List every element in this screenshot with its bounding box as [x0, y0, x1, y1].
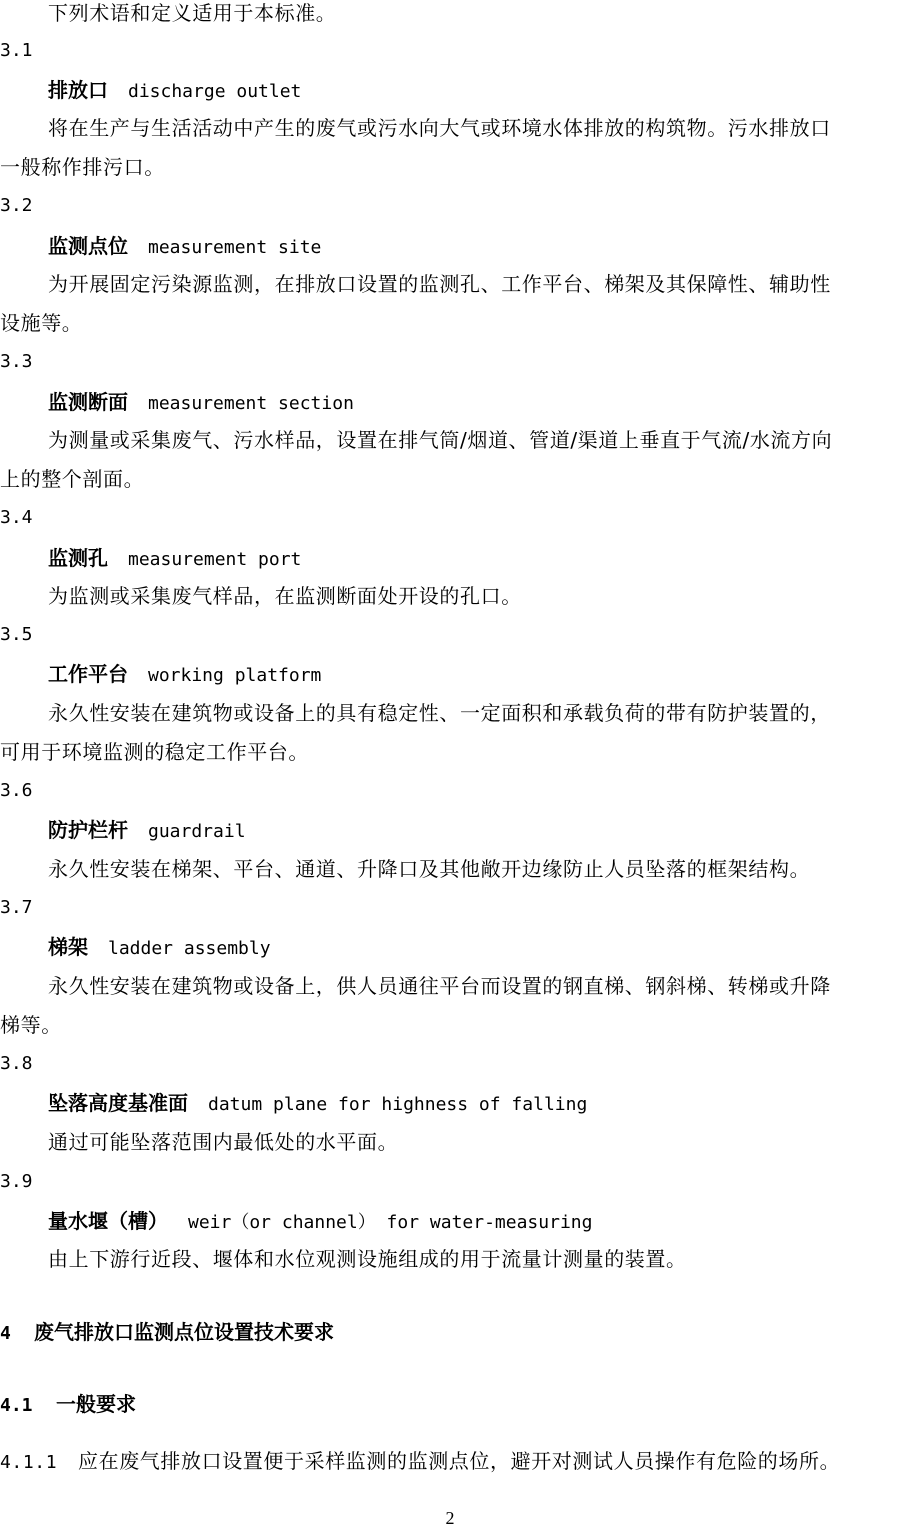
term-zh: 监测点位 — [48, 234, 128, 258]
term-heading — [0, 77, 900, 105]
section-title: 废气排放口监测点位设置技术要求 — [34, 1320, 334, 1344]
term-number: 3.3 — [0, 351, 33, 372]
term-zh: 量水堰（槽） — [48, 1209, 168, 1233]
term-number: 3.6 — [0, 780, 33, 801]
intro-text: 下列术语和定义适用于本标准。 — [48, 1, 337, 25]
term-heading — [0, 1208, 900, 1236]
term-definition: 设施等。 — [0, 311, 83, 335]
term-heading — [0, 1090, 900, 1118]
term-zh: 防护栏杆 — [48, 818, 128, 842]
term-heading — [0, 934, 900, 962]
term-en: discharge outlet — [128, 81, 302, 102]
term-zh: 坠落高度基准面 — [48, 1091, 188, 1115]
term-definition: 由上下游行近段、堰体和水位观测设施组成的用于流量计测量的装置。 — [48, 1247, 687, 1271]
clause-text — [0, 1448, 900, 1476]
term-en: measurement site — [148, 237, 322, 258]
term-definition: 为测量或采集废气、污水样品，设置在排气筒/烟道、管道/渠道上垂直于气流/水流方向 — [48, 428, 833, 452]
term-en: datum plane for highness of falling — [208, 1094, 588, 1115]
term-definition: 梯等。 — [0, 1013, 62, 1037]
term-number: 3.8 — [0, 1053, 33, 1074]
clause-number: 4.1.1 — [0, 1452, 58, 1473]
term-definition: 一般称作排污口。 — [0, 155, 165, 179]
term-en: guardrail — [148, 821, 246, 842]
term-heading — [0, 817, 900, 845]
term-definition: 通过可能坠落范围内最低处的水平面。 — [48, 1130, 399, 1154]
term-number: 3.9 — [0, 1171, 33, 1192]
term-heading — [0, 545, 900, 573]
term-definition: 永久性安装在建筑物或设备上，供人员通往平台而设置的钢直梯、钢斜梯、转梯或升降 — [48, 974, 831, 998]
subsection-title: 一般要求 — [56, 1392, 136, 1416]
term-definition: 可用于环境监测的稳定工作平台。 — [0, 740, 309, 764]
term-zh: 梯架 — [48, 935, 88, 959]
term-number: 3.4 — [0, 507, 33, 528]
section-heading — [0, 1319, 900, 1347]
subsection-heading — [0, 1391, 900, 1419]
term-en: measurement port — [128, 549, 302, 570]
term-en: measurement section — [148, 393, 354, 414]
term-heading — [0, 233, 900, 261]
term-number: 3.1 — [0, 40, 33, 61]
term-definition: 为监测或采集废气样品，在监测断面处开设的孔口。 — [48, 584, 522, 608]
term-heading — [0, 389, 900, 417]
term-en: weir（or channel） for water-measuring — [188, 1212, 593, 1233]
term-number: 3.2 — [0, 195, 33, 216]
term-zh: 工作平台 — [48, 662, 128, 686]
term-definition: 上的整个剖面。 — [0, 467, 145, 491]
term-zh: 监测孔 — [48, 546, 108, 570]
term-definition: 将在生产与生活活动中产生的废气或污水向大气或环境水体排放的构筑物。污水排放口 — [48, 116, 831, 140]
page-number: 2 — [445, 1508, 455, 1528]
term-number: 3.7 — [0, 897, 33, 918]
term-zh: 排放口 — [48, 78, 108, 102]
term-zh: 监测断面 — [48, 390, 128, 414]
section-number: 4 — [0, 1323, 11, 1344]
clause-body: 应在废气排放口设置便于采样监测的监测点位，避开对测试人员操作有危险的场所。 — [78, 1449, 841, 1473]
term-en: ladder assembly — [108, 938, 271, 959]
term-en: working platform — [148, 665, 322, 686]
term-definition: 永久性安装在梯架、平台、通道、升降口及其他敞开边缘防止人员坠落的框架结构。 — [48, 857, 811, 881]
term-number: 3.5 — [0, 624, 33, 645]
term-definition: 为开展固定污染源监测，在排放口设置的监测孔、工作平台、梯架及其保障性、辅助性 — [48, 272, 831, 296]
term-heading — [0, 661, 900, 689]
term-definition: 永久性安装在建筑物或设备上的具有稳定性、一定面积和承载负荷的带有防护装置的， — [48, 701, 831, 725]
subsection-number: 4.1 — [0, 1395, 33, 1416]
